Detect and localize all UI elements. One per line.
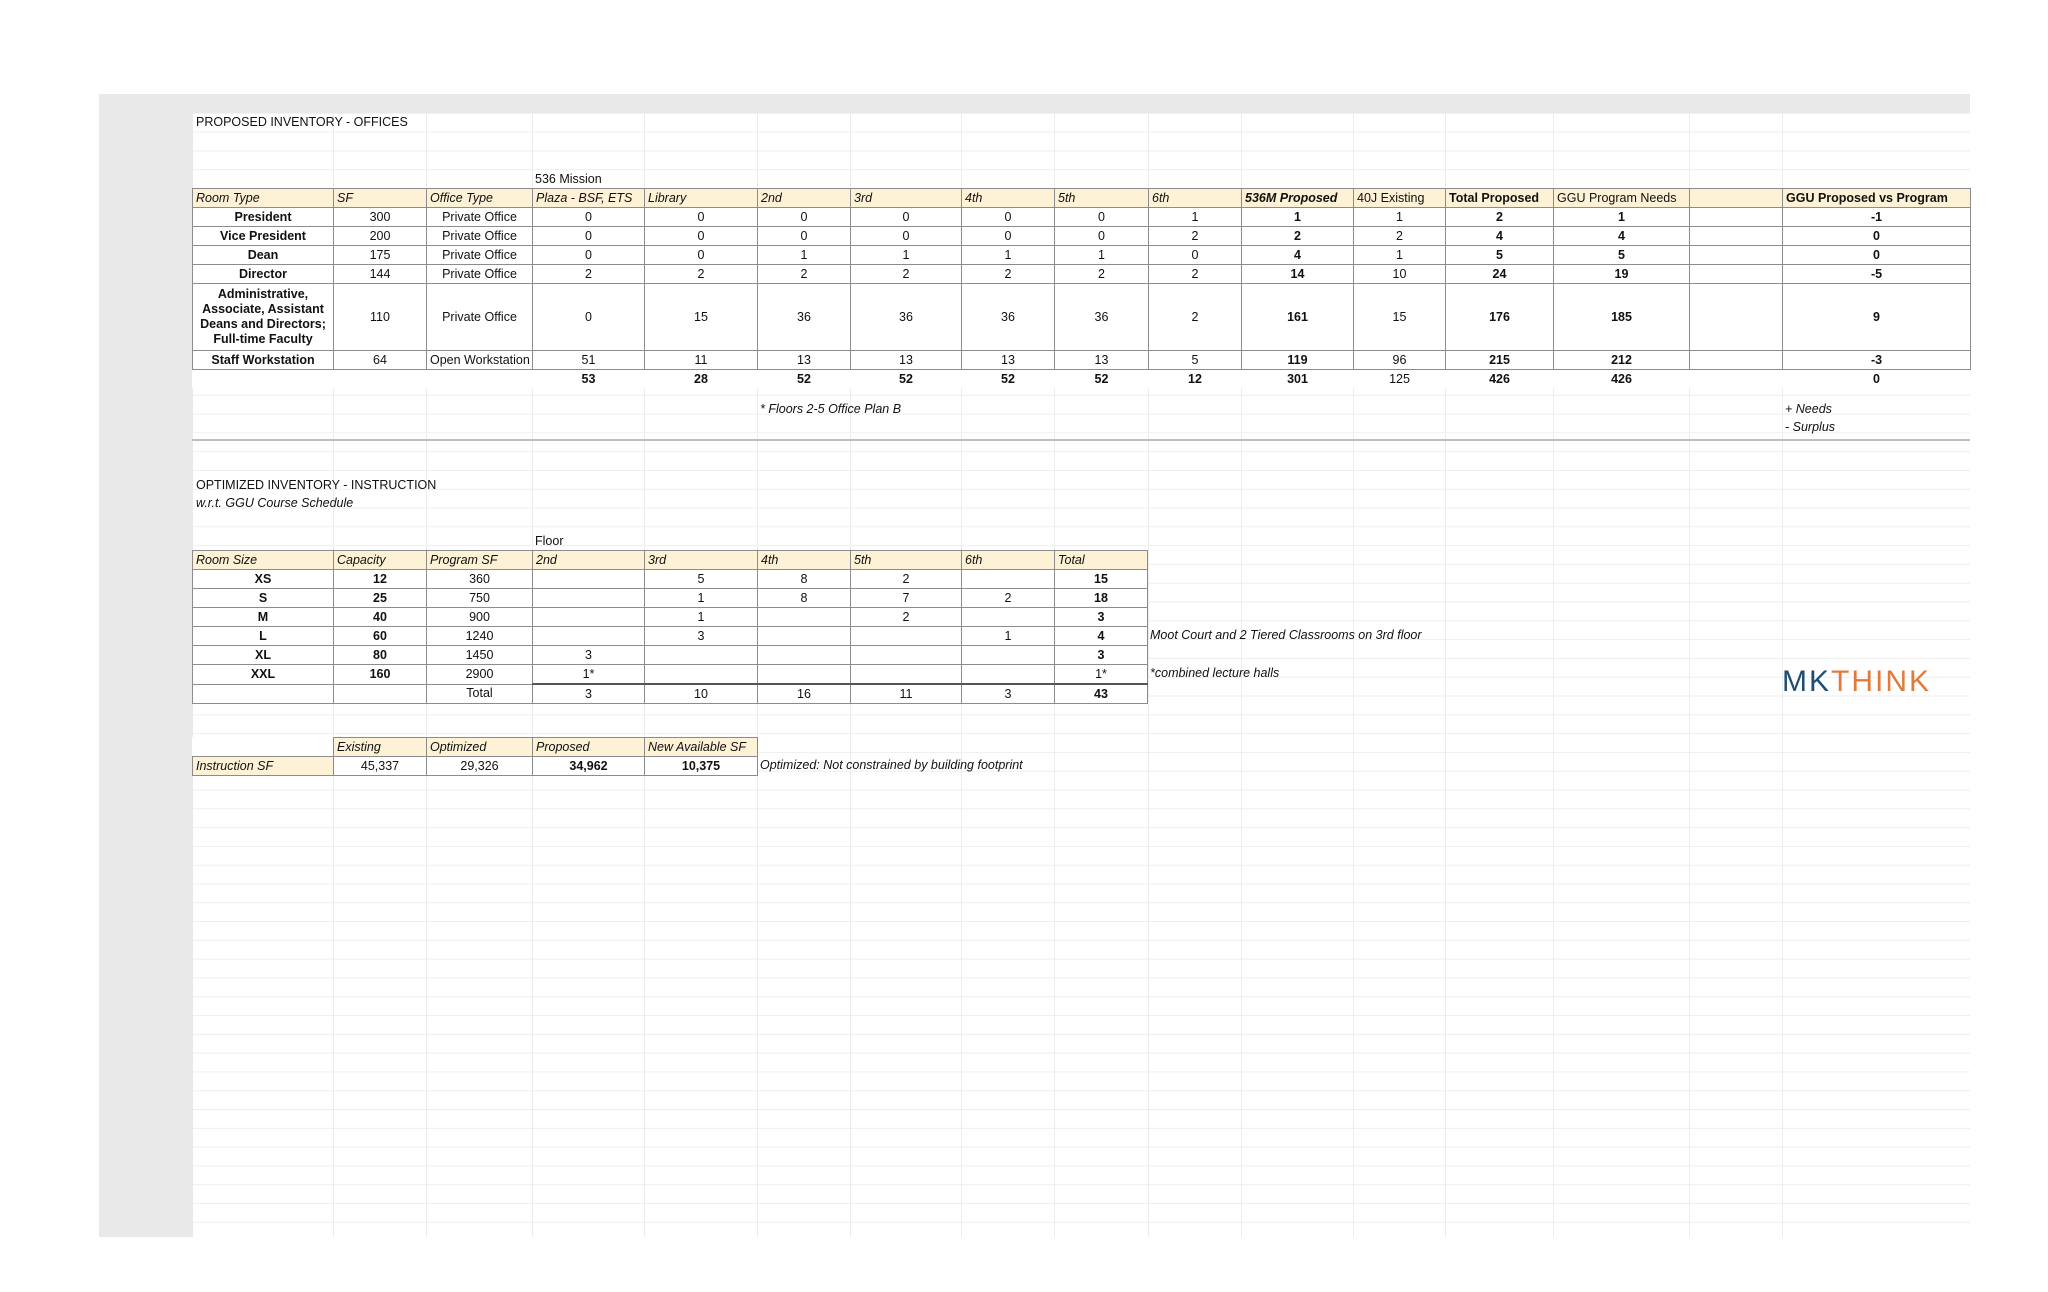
cell: 1: [962, 246, 1055, 265]
sf-summary-table: [192, 737, 758, 776]
cell: [851, 646, 962, 665]
cell: [533, 589, 645, 608]
cell: 750: [427, 589, 533, 608]
row-header-gutter: [99, 94, 193, 1237]
table-row: [193, 265, 1971, 284]
cell: Private Office: [427, 284, 533, 351]
cell: 3: [645, 627, 758, 646]
cell: 16: [758, 684, 851, 704]
column-header: Capacity: [334, 551, 427, 570]
totals-row: [193, 370, 1971, 389]
cell: 12: [1188, 371, 1202, 386]
cell: 2: [1055, 265, 1149, 284]
cell: 10: [1354, 265, 1446, 284]
cell: 36: [851, 284, 962, 351]
cell: 51: [533, 351, 645, 370]
cell: [193, 370, 334, 389]
cell: Private Office: [427, 208, 533, 227]
cell: 1: [1354, 208, 1446, 227]
cell: 1*: [1055, 665, 1148, 685]
cell: 4: [1242, 246, 1354, 265]
cell: 4: [1055, 627, 1148, 646]
note-combined-lecture-halls: *combined lecture halls: [1150, 666, 1280, 680]
cell: 3: [533, 684, 645, 704]
cell: [962, 608, 1055, 627]
cell: 2: [851, 570, 962, 589]
cell: 2: [645, 265, 758, 284]
cell: -3: [1783, 351, 1971, 370]
cell: 2: [758, 265, 851, 284]
spreadsheet-sheet: [99, 94, 1970, 1237]
cell: -1: [1783, 208, 1971, 227]
cell: 53: [581, 371, 596, 386]
cell: 1: [645, 608, 758, 627]
logo-mk-text: MK: [1782, 665, 1831, 698]
cell: 28: [694, 371, 708, 386]
table-row: [193, 284, 1971, 351]
cell: [758, 627, 851, 646]
cell: 110: [334, 284, 427, 351]
column-header: 6th: [962, 551, 1055, 570]
cell: 1: [1149, 208, 1242, 227]
cell: Total: [427, 684, 533, 704]
cell: 8: [758, 570, 851, 589]
cell: [962, 665, 1055, 685]
cell: 301: [1287, 371, 1308, 386]
cell: Open Workstation: [427, 351, 533, 370]
cell: 18: [1055, 589, 1148, 608]
cell: 13: [1055, 351, 1149, 370]
legend-needs: + Needs: [1785, 402, 1832, 416]
instruction-title: OPTIMIZED INVENTORY - INSTRUCTION: [196, 478, 437, 492]
cell: 119: [1242, 351, 1354, 370]
cell: 0: [851, 227, 962, 246]
column-header: Proposed: [533, 738, 645, 757]
cell: 2: [1354, 227, 1446, 246]
legend-surplus: - Surplus: [1785, 420, 1836, 434]
cell: 13: [851, 351, 962, 370]
cell: 160: [334, 665, 427, 685]
cell: 11: [645, 351, 758, 370]
cell: 5: [1149, 351, 1242, 370]
cell: 36: [758, 284, 851, 351]
cell: 215: [1446, 351, 1554, 370]
cell: [334, 370, 427, 389]
cell: Dean: [193, 246, 334, 265]
cell: 12: [334, 570, 427, 589]
cell: 200: [334, 227, 427, 246]
cell: 300: [334, 208, 427, 227]
offices-header-row: [193, 189, 1971, 208]
totals-row: [193, 684, 1148, 704]
cell: [645, 665, 758, 685]
cell: 15: [1055, 570, 1148, 589]
column-header: Program SF: [427, 551, 533, 570]
column-header: Room Size: [193, 551, 334, 570]
cell: Staff Workstation: [193, 351, 334, 370]
cell: 1: [645, 589, 758, 608]
table-row: [193, 665, 1148, 685]
cell: 0: [962, 227, 1055, 246]
cell: 10,375: [645, 757, 758, 776]
cell: 10: [645, 684, 758, 704]
cell: 25: [334, 589, 427, 608]
cell: 0: [962, 208, 1055, 227]
cell: 2: [1149, 265, 1242, 284]
table-row: [193, 646, 1148, 665]
logo-think-text: THINK: [1831, 665, 1931, 698]
column-header: 536M Proposed: [1242, 189, 1354, 208]
cell: 360: [427, 570, 533, 589]
cell: 52: [899, 371, 913, 386]
column-header: Room Type: [193, 189, 334, 208]
offices-footnote: * Floors 2-5 Office Plan B: [760, 402, 902, 416]
cell: 1: [1554, 208, 1690, 227]
cell: 19: [1554, 265, 1690, 284]
cell: 9: [1783, 284, 1971, 351]
cell: 0: [645, 208, 758, 227]
cell: 52: [797, 371, 811, 386]
cell: 144: [334, 265, 427, 284]
cell: 64: [334, 351, 427, 370]
cell: 2: [962, 265, 1055, 284]
column-header: Optimized: [427, 738, 533, 757]
instruction-header-row: [193, 551, 1148, 570]
cell: 52: [1001, 371, 1015, 386]
column-header: 4th: [758, 551, 851, 570]
cell: 13: [758, 351, 851, 370]
cell: 0: [533, 246, 645, 265]
cell: 2: [851, 608, 962, 627]
cell: 14: [1242, 265, 1354, 284]
column-header: 5th: [1055, 189, 1149, 208]
table-row: [193, 627, 1148, 646]
cell: 185: [1554, 284, 1690, 351]
cell: 7: [851, 589, 962, 608]
note-moot-court: Moot Court and 2 Tiered Classrooms on 3rd floor: [1150, 628, 1422, 642]
cell: 96: [1354, 351, 1446, 370]
offices-table: [192, 188, 1971, 388]
column-header-band: [99, 94, 1970, 113]
cell: 0: [851, 208, 962, 227]
cell: 161: [1242, 284, 1354, 351]
cell: 1: [851, 246, 962, 265]
cell: 1: [1055, 246, 1149, 265]
cell: 13: [962, 351, 1055, 370]
cell: Director: [193, 265, 334, 284]
cell: 426: [1611, 371, 1632, 386]
cell: L: [193, 627, 334, 646]
cell: Private Office: [427, 265, 533, 284]
cell: 175: [334, 246, 427, 265]
cell: 2: [1149, 227, 1242, 246]
cell: [851, 627, 962, 646]
cell: 0: [533, 284, 645, 351]
column-header: GGU Proposed vs Program: [1783, 189, 1971, 208]
column-header: Office Type: [427, 189, 533, 208]
column-header: New Available SF: [645, 738, 758, 757]
cell: Vice President: [193, 227, 334, 246]
cell: 125: [1389, 371, 1410, 386]
cell: 0: [1055, 208, 1149, 227]
cell: 2: [533, 265, 645, 284]
cell: 29,326: [427, 757, 533, 776]
column-header: Total: [1055, 551, 1148, 570]
cell: 45,337: [334, 757, 427, 776]
cell: Administrative, Associate, Assistant Deans and Directors; Full-time Faculty: [193, 284, 334, 351]
cell: 2: [1446, 208, 1554, 227]
cell: 36: [1055, 284, 1149, 351]
cell: [1690, 284, 1783, 351]
offices-group-label: 536 Mission: [535, 172, 602, 186]
cell: 4: [1554, 227, 1690, 246]
column-header: 2nd: [533, 551, 645, 570]
cell: [1690, 351, 1783, 370]
table-row: [193, 227, 1971, 246]
cell: [851, 665, 962, 685]
cell: 2: [962, 589, 1055, 608]
cell: Private Office: [427, 246, 533, 265]
cell: 2: [1242, 227, 1354, 246]
instruction-group-label: Floor: [535, 534, 564, 548]
instruction-subtitle: w.r.t. GGU Course Schedule: [196, 496, 354, 510]
cell: 43: [1055, 684, 1148, 704]
cell: 5: [1554, 246, 1690, 265]
column-header: 4th: [962, 189, 1055, 208]
table-row: [193, 246, 1971, 265]
column-header: Plaza - BSF, ETS: [533, 189, 645, 208]
column-header: SF: [334, 189, 427, 208]
mkthink-logo: [1782, 665, 1931, 699]
section-divider: [192, 439, 1970, 441]
cell: 3: [533, 646, 645, 665]
cell: 2: [851, 265, 962, 284]
cell: 2: [1149, 284, 1242, 351]
cell: 0: [645, 227, 758, 246]
cell: 1450: [427, 646, 533, 665]
cell: 0: [645, 246, 758, 265]
cell: 52: [1094, 371, 1109, 386]
cell: 176: [1446, 284, 1554, 351]
cell: XL: [193, 646, 334, 665]
cell: 1: [1242, 208, 1354, 227]
cell: [1690, 370, 1783, 389]
cell: XS: [193, 570, 334, 589]
cell: 1: [1354, 246, 1446, 265]
cell: [645, 646, 758, 665]
cell: [533, 627, 645, 646]
offices-title: PROPOSED INVENTORY - OFFICES: [196, 115, 408, 129]
cell: 0: [758, 227, 851, 246]
cell: [962, 570, 1055, 589]
cell: 0: [1873, 371, 1880, 386]
cell: 0: [1149, 246, 1242, 265]
cell: 900: [427, 608, 533, 627]
column-header: 6th: [1149, 189, 1242, 208]
cell: 15: [645, 284, 758, 351]
cell: [334, 684, 427, 704]
column-header: GGU Program Needs: [1554, 189, 1690, 208]
cell: M: [193, 608, 334, 627]
cell: [1690, 265, 1783, 284]
cell: 0: [1783, 227, 1971, 246]
sf-note: Optimized: Not constrained by building footprint: [760, 758, 1023, 772]
cell: 5: [645, 570, 758, 589]
cell: [1690, 246, 1783, 265]
cell: [1690, 208, 1783, 227]
column-header: Library: [645, 189, 758, 208]
cell: 1*: [533, 665, 645, 685]
cell: 212: [1554, 351, 1690, 370]
cell: 0: [533, 227, 645, 246]
column-header: 40J Existing: [1354, 189, 1446, 208]
column-header: Total Proposed: [1446, 189, 1554, 208]
cell: [758, 665, 851, 685]
cell: [533, 570, 645, 589]
sf-header-row: [193, 738, 758, 757]
cell: 60: [334, 627, 427, 646]
table-row: [193, 608, 1148, 627]
cell: S: [193, 589, 334, 608]
cell: 3: [1055, 646, 1148, 665]
cell: 34,962: [533, 757, 645, 776]
cell: [758, 608, 851, 627]
cell: [427, 370, 533, 389]
cell: 4: [1446, 227, 1554, 246]
cell: 0: [758, 208, 851, 227]
column-header: Existing: [334, 738, 427, 757]
row-label: Instruction SF: [193, 757, 334, 776]
cell: President: [193, 208, 334, 227]
cell: 8: [758, 589, 851, 608]
cell: 426: [1489, 371, 1510, 386]
cell: 1240: [427, 627, 533, 646]
cell: 0: [1055, 227, 1149, 246]
cell: 2900: [427, 665, 533, 685]
column-header: 2nd: [758, 189, 851, 208]
cell: 1: [962, 627, 1055, 646]
column-header: [1690, 189, 1783, 208]
cell: 0: [1783, 246, 1971, 265]
cell: [193, 684, 334, 704]
cell: 15: [1354, 284, 1446, 351]
table-row: [193, 589, 1148, 608]
column-header: 3rd: [851, 189, 962, 208]
cell: 3: [962, 684, 1055, 704]
table-row: [193, 570, 1148, 589]
column-header: 5th: [851, 551, 962, 570]
cell: 3: [1055, 608, 1148, 627]
cell: 24: [1446, 265, 1554, 284]
cell: 11: [851, 684, 962, 704]
cell: -5: [1783, 265, 1971, 284]
cell: [962, 646, 1055, 665]
column-header: 3rd: [645, 551, 758, 570]
instruction-table: [192, 550, 1148, 704]
empty-cell: [193, 738, 334, 757]
cell: Private Office: [427, 227, 533, 246]
table-row: [193, 351, 1971, 370]
cell: 40: [334, 608, 427, 627]
table-row: [193, 757, 758, 776]
cell: [533, 608, 645, 627]
table-row: [193, 208, 1971, 227]
cell: 36: [962, 284, 1055, 351]
cell: XXL: [193, 665, 334, 685]
cell: 5: [1446, 246, 1554, 265]
cell: 80: [334, 646, 427, 665]
cell: [758, 646, 851, 665]
cell: 0: [533, 208, 645, 227]
cell: [1690, 227, 1783, 246]
cell: 1: [758, 246, 851, 265]
